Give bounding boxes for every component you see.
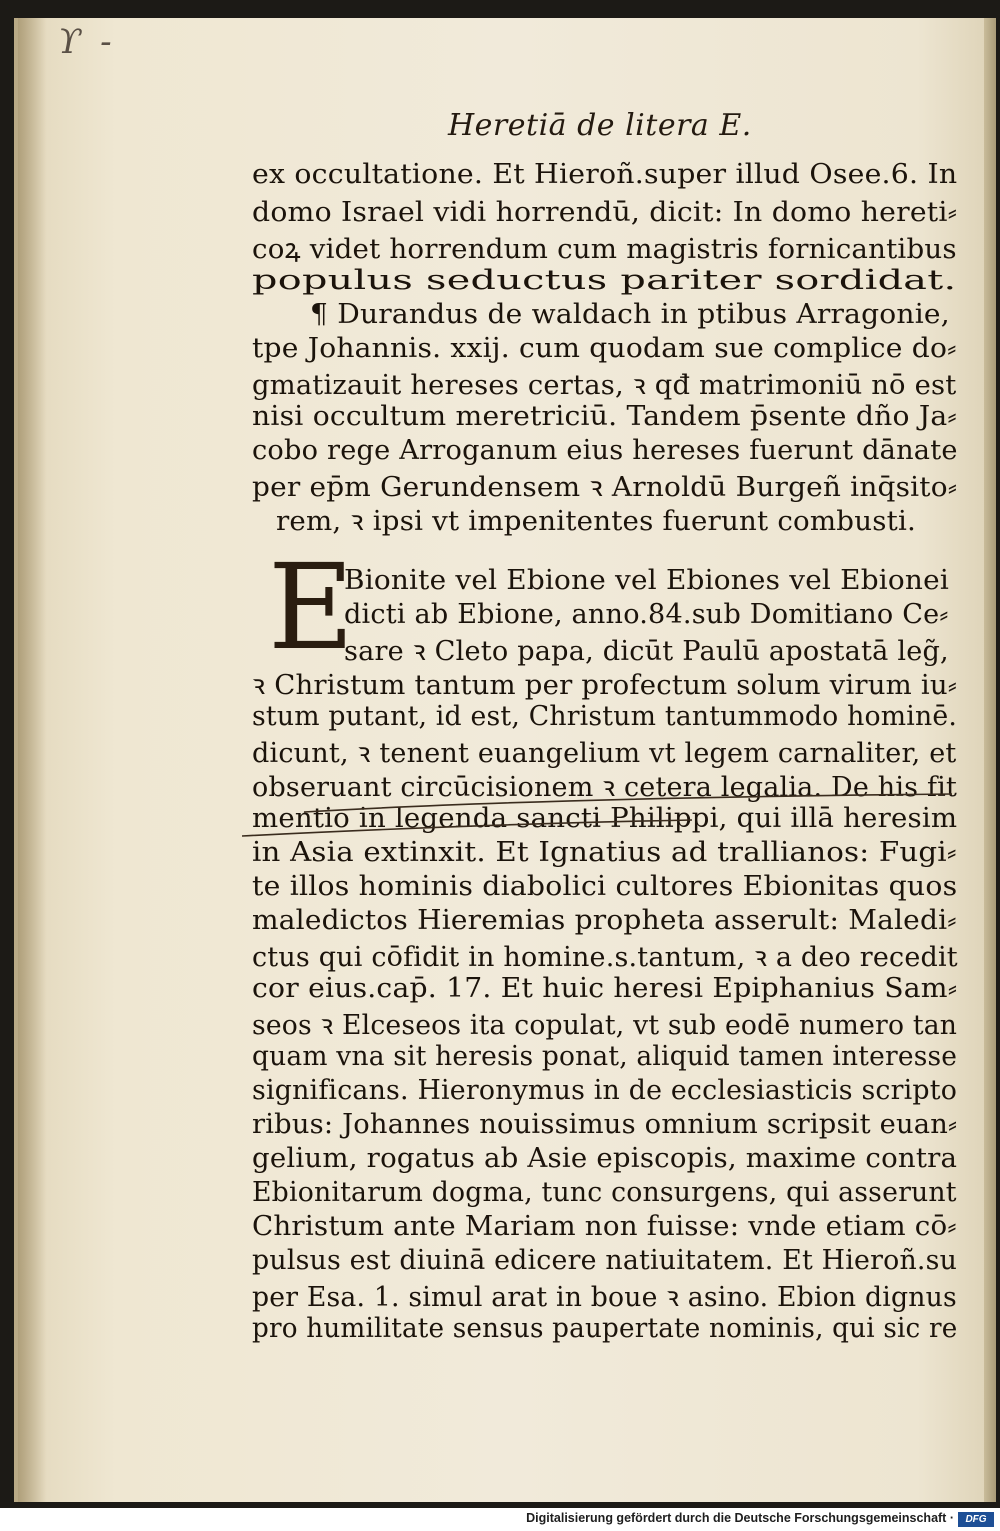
text-line: significans. Hieronymus in de ecclesiasticis scripto <box>252 1074 958 1106</box>
text-line: domo Israel vidi horrendū, dicit: In domo hereti⸗ <box>252 196 958 228</box>
text-line: mentio in legenda sancti Philippi, qui illā heresim <box>252 802 958 834</box>
text-line: per Esa. 1. simul arat in boue ꝛ asino. Ebion dignus <box>252 1281 957 1313</box>
dfg-logo: DFG <box>958 1512 994 1527</box>
text-line: Bionite vel Ebione vel Ebiones vel Ebionei <box>344 564 949 596</box>
ink-underline <box>242 790 962 860</box>
text-line: te illos hominis diabolici cultores Ebionitas quos <box>252 870 958 902</box>
text-line: ribus: Johannes nouissimus omnium scripsit euan⸗ <box>252 1108 958 1140</box>
text-line: seos ꝛ Elceseos ita copulat, vt sub eodē numero tan <box>252 1009 958 1041</box>
text-line: cobo rege Arroganum eius hereses fuerunt dānate <box>252 434 958 466</box>
text-line: dicunt, ꝛ tenent euangelium vt legem carnaliter, et <box>252 737 957 769</box>
text-line: ctus qui cōfidit in homine.s.tantum, ꝛ a deo recedit <box>252 941 958 973</box>
text-line: obseruant circūcisionem ꝛ cetera legalia. De his fit <box>252 771 958 803</box>
decorated-initial: E <box>268 538 355 676</box>
text-line: ¶ Durandus de waldach in ptibus Arragonie, <box>310 298 950 330</box>
text-line: nisi occultum meretriciū. Tandem p̄sente dño Ja⸗ <box>252 400 957 432</box>
text-line: in Asia extinxit. Et Ignatius ad trallianos: Fugi⸗ <box>252 836 957 868</box>
running-head: Heretiā de litera E. <box>448 108 752 143</box>
text-line: gelium, rogatus ab Asie episcopis, maxime contra <box>252 1142 958 1174</box>
text-line: stum putant, id est, Christum tantummodo hominē. <box>252 700 958 732</box>
text-line: quam vna sit heresis ponat, aliquid tamen interesse <box>252 1040 958 1072</box>
text-line: pro humilitate sensus paupertate nominis, qui sic re <box>252 1312 958 1344</box>
text-line: Ebionitarum dogma, tunc consurgens, qui asserunt <box>252 1176 957 1208</box>
text-line: cor eius.cap̄. 17. Et huic heresi Epiphanius Sam⸗ <box>252 972 958 1004</box>
text-line: pulsus est diuinā edicere natiuitatem. Et Hieroñ.su <box>252 1244 958 1276</box>
funding-notice: Digitalisierung gefördert durch die Deutsche Forschungsgemeinschaft · <box>526 1511 954 1525</box>
text-line: ꝛ Christum tantum per profectum solum virum iu⸗ <box>252 669 958 701</box>
page-edge <box>984 18 996 1502</box>
text-line: sare ꝛ Cleto papa, dicūt Paulū apostatā leg̃, <box>344 635 949 667</box>
text-line: rem, ꝛ ipsi vt impenitentes fuerunt combusti. <box>276 505 917 537</box>
text-line: Christum ante Mariam non fuisse: vnde etiam cō⸗ <box>252 1210 957 1242</box>
handwritten-marginalia: ϒ - <box>58 22 116 62</box>
text-line: coꝝ videt horrendum cum magistris fornicantibus <box>252 233 957 265</box>
text-line: maledictos Hieremias propheta asserult: Maledi⸗ <box>252 904 957 936</box>
text-line: gmatizauit hereses certas, ꝛ qđ matrimoniū nō est <box>252 369 957 401</box>
text-line: per ep̄m Gerundensem ꝛ Arnoldū Burgeñ inq̄sito⸗ <box>252 471 958 503</box>
text-line: populus seductus pariter sordidat. <box>252 264 957 296</box>
text-line: tpe Johannis. xxij. cum quodam sue complice do⸗ <box>252 332 957 364</box>
footer-bar <box>0 1508 1000 1531</box>
text-line: ex occultatione. Et Hieroñ.super illud Osee.6. In <box>252 158 958 190</box>
text-line: dicti ab Ebione, anno.84.sub Domitiano Ce⸗ <box>344 598 949 630</box>
gutter-shadow <box>18 18 46 1502</box>
